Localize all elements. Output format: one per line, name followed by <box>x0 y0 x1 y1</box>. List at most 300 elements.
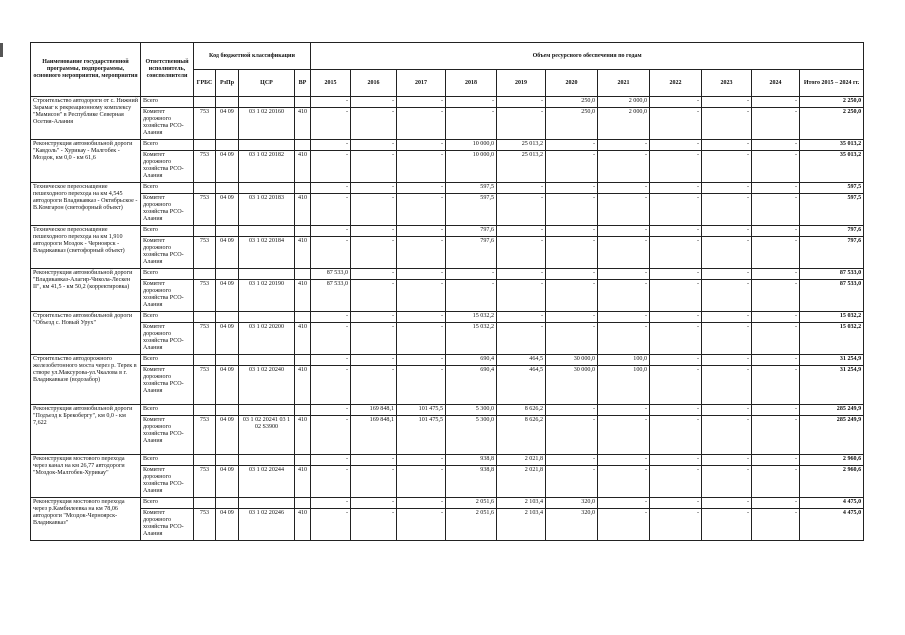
year-value: - <box>702 194 752 226</box>
year-value: - <box>546 466 598 498</box>
empty-cell <box>194 405 216 416</box>
year-value: - <box>351 108 397 140</box>
year-value: - <box>702 108 752 140</box>
empty-cell <box>239 140 295 151</box>
year-value: - <box>546 151 598 183</box>
table-row <box>31 405 864 416</box>
row-total: 31 254,9 <box>800 366 864 405</box>
year-value: - <box>702 405 752 416</box>
year-value: - <box>650 405 702 416</box>
year-value: 10 000,0 <box>446 151 497 183</box>
csr-code: 03 1 02 20240 <box>239 366 295 405</box>
year-value: 2 000,0 <box>598 108 650 140</box>
total-label: Всего <box>141 498 194 509</box>
year-value: - <box>397 509 446 541</box>
year-value: - <box>752 355 800 366</box>
year-value: 101 475,5 <box>397 405 446 416</box>
rzpr-code: 04 09 <box>216 151 239 183</box>
year-value: - <box>598 455 650 466</box>
year-value: 250,0 <box>546 97 598 108</box>
responsible-executor: Комитет дорожного хозяйства РСО-Алания <box>141 366 194 405</box>
year-value: - <box>497 226 546 237</box>
year-value: - <box>752 312 800 323</box>
measure-name: Реконструкция мостового перехода через р.Камбилеевка на км 78,06 автодороги "Моздок-Черноярск-Владикавказ" <box>31 498 141 541</box>
empty-cell <box>194 455 216 466</box>
vr-code: 410 <box>295 237 311 269</box>
year-value: - <box>752 466 800 498</box>
year-value: 8 626,2 <box>497 416 546 455</box>
responsible-executor: Комитет дорожного хозяйства РСО-Алания <box>141 194 194 226</box>
rzpr-code: 04 09 <box>216 323 239 355</box>
year-value: - <box>702 416 752 455</box>
vr-code: 410 <box>295 280 311 312</box>
empty-cell <box>216 498 239 509</box>
year-value: - <box>702 151 752 183</box>
csr-code: 03 1 02 20184 <box>239 237 295 269</box>
grbs-code: 753 <box>194 366 216 405</box>
responsible-executor: Комитет дорожного хозяйства РСО-Алания <box>141 416 194 455</box>
year-value: - <box>397 237 446 269</box>
measure-name: Строительство автомобильной дороги "Объезд с. Новый Урух" <box>31 312 141 355</box>
year-value: - <box>311 151 351 183</box>
year-value: - <box>702 183 752 194</box>
vr-code: 410 <box>295 323 311 355</box>
year-value: - <box>497 312 546 323</box>
year-value: - <box>546 323 598 355</box>
row-total: 2 250,0 <box>800 108 864 140</box>
empty-cell <box>216 355 239 366</box>
year-value: 100,0 <box>598 366 650 405</box>
header-year: 2015 <box>311 70 351 97</box>
table-row <box>31 183 864 194</box>
total-label: Всего <box>141 140 194 151</box>
year-value: 30 000,0 <box>546 355 598 366</box>
row-total: 4 475,0 <box>800 498 864 509</box>
year-value: - <box>546 269 598 280</box>
year-value: - <box>752 366 800 405</box>
table-row <box>31 509 864 541</box>
year-value: - <box>546 226 598 237</box>
year-value: - <box>650 226 702 237</box>
empty-cell <box>239 183 295 194</box>
table-row <box>31 416 864 455</box>
header-rzpr: РзПр <box>216 70 239 97</box>
responsible-executor: Комитет дорожного хозяйства РСО-Алания <box>141 280 194 312</box>
year-value: - <box>702 237 752 269</box>
year-value: 250,0 <box>546 108 598 140</box>
year-value: - <box>497 108 546 140</box>
year-value: - <box>497 194 546 226</box>
year-value: - <box>351 455 397 466</box>
year-value: 2 021,8 <box>497 466 546 498</box>
header-responsible: Ответственный исполнитель, соисполнители <box>141 43 194 97</box>
year-value: 2 103,4 <box>497 509 546 541</box>
year-value: - <box>351 366 397 405</box>
year-value: - <box>598 226 650 237</box>
year-value: - <box>397 355 446 366</box>
csr-code: 03 1 02 20183 <box>239 194 295 226</box>
year-value: - <box>351 355 397 366</box>
year-value: - <box>311 183 351 194</box>
total-label: Всего <box>141 226 194 237</box>
empty-cell <box>295 183 311 194</box>
year-value: 169 848,1 <box>351 416 397 455</box>
year-value: 100,0 <box>598 355 650 366</box>
empty-cell <box>239 405 295 416</box>
grbs-code: 753 <box>194 237 216 269</box>
year-value: 464,5 <box>497 366 546 405</box>
year-value: - <box>650 280 702 312</box>
year-value: - <box>598 237 650 269</box>
year-value: - <box>752 280 800 312</box>
rzpr-code: 04 09 <box>216 509 239 541</box>
year-value: - <box>351 466 397 498</box>
table-row <box>31 366 864 405</box>
table-row <box>31 455 864 466</box>
year-value: 87 533,0 <box>311 269 351 280</box>
year-value: - <box>311 355 351 366</box>
year-value: - <box>752 405 800 416</box>
page-edge-mark <box>0 43 3 57</box>
year-value: - <box>351 226 397 237</box>
year-value: - <box>446 108 497 140</box>
year-value: - <box>397 97 446 108</box>
header-year: 2019 <box>497 70 546 97</box>
year-value: - <box>546 140 598 151</box>
responsible-executor: Комитет дорожного хозяйства РСО-Алания <box>141 509 194 541</box>
year-value: - <box>598 498 650 509</box>
year-value: - <box>351 237 397 269</box>
year-value: - <box>702 280 752 312</box>
year-value: - <box>598 183 650 194</box>
row-total: 285 249,9 <box>800 405 864 416</box>
empty-cell <box>239 226 295 237</box>
year-value: - <box>397 108 446 140</box>
year-value: 101 475,5 <box>397 416 446 455</box>
row-total: 15 032,2 <box>800 312 864 323</box>
year-value: 320,0 <box>546 498 598 509</box>
year-value: - <box>397 323 446 355</box>
year-value: - <box>752 416 800 455</box>
grbs-code: 753 <box>194 280 216 312</box>
year-value: - <box>397 183 446 194</box>
year-value: - <box>351 498 397 509</box>
year-value: - <box>702 466 752 498</box>
year-value: - <box>311 97 351 108</box>
header-year: 2018 <box>446 70 497 97</box>
responsible-executor: Комитет дорожного хозяйства РСО-Алания <box>141 237 194 269</box>
table-row <box>31 97 864 108</box>
year-value: 464,5 <box>497 355 546 366</box>
year-value: - <box>397 269 446 280</box>
year-value: - <box>497 323 546 355</box>
year-value: - <box>702 355 752 366</box>
year-value: - <box>650 466 702 498</box>
year-value: 797,6 <box>446 226 497 237</box>
vr-code: 410 <box>295 509 311 541</box>
year-value: - <box>397 455 446 466</box>
row-total: 597,5 <box>800 183 864 194</box>
row-total: 2 960,6 <box>800 466 864 498</box>
year-value: - <box>752 140 800 151</box>
year-value: - <box>397 280 446 312</box>
vr-code: 410 <box>295 466 311 498</box>
grbs-code: 753 <box>194 323 216 355</box>
year-value: - <box>311 140 351 151</box>
year-value: 30 000,0 <box>546 366 598 405</box>
year-value: - <box>650 183 702 194</box>
year-value: - <box>546 416 598 455</box>
rzpr-code: 04 09 <box>216 416 239 455</box>
year-value: - <box>752 108 800 140</box>
year-value: - <box>650 323 702 355</box>
year-value: - <box>397 466 446 498</box>
year-value: - <box>446 97 497 108</box>
year-value: - <box>497 280 546 312</box>
measure-name: Реконструкция автомобильной дороги "Подъезд к Брекобергу", км 0,0 - км 7,622 <box>31 405 141 455</box>
measure-name: Реконструкция автомобильной дороги "Владикавказ-Алагир-Чикола-Лескен II", км 41,5 - км 50,2 (корректировка) <box>31 269 141 312</box>
table-row <box>31 140 864 151</box>
year-value: - <box>311 312 351 323</box>
year-value: - <box>650 455 702 466</box>
year-value: - <box>702 366 752 405</box>
grbs-code: 753 <box>194 416 216 455</box>
measure-name: Реконструкция мостового перехода через канал на км 26,77 автодороги "Моздок-Малгобек-Хурикау" <box>31 455 141 498</box>
year-value: - <box>650 509 702 541</box>
year-value: 15 032,2 <box>446 312 497 323</box>
year-value: 938,8 <box>446 466 497 498</box>
year-value: - <box>598 416 650 455</box>
empty-cell <box>239 97 295 108</box>
empty-cell <box>239 455 295 466</box>
total-label: Всего <box>141 183 194 194</box>
row-total: 797,6 <box>800 226 864 237</box>
empty-cell <box>239 355 295 366</box>
year-value: - <box>650 140 702 151</box>
resource-table <box>30 42 864 541</box>
year-value: - <box>351 183 397 194</box>
year-value: - <box>650 312 702 323</box>
year-value: - <box>752 183 800 194</box>
year-value: - <box>351 509 397 541</box>
year-value: 8 626,2 <box>497 405 546 416</box>
grbs-code: 753 <box>194 466 216 498</box>
year-value: - <box>650 97 702 108</box>
year-value: - <box>397 194 446 226</box>
year-value: - <box>650 416 702 455</box>
year-value: - <box>702 97 752 108</box>
rzpr-code: 04 09 <box>216 237 239 269</box>
year-value: 690,4 <box>446 355 497 366</box>
total-label: Всего <box>141 97 194 108</box>
year-value: - <box>650 237 702 269</box>
table-row <box>31 194 864 226</box>
empty-cell <box>216 269 239 280</box>
year-value: - <box>702 323 752 355</box>
responsible-executor: Комитет дорожного хозяйства РСО-Алания <box>141 466 194 498</box>
year-value: - <box>546 237 598 269</box>
empty-cell <box>194 226 216 237</box>
empty-cell <box>216 226 239 237</box>
vr-code: 410 <box>295 416 311 455</box>
table-row <box>31 280 864 312</box>
year-value: - <box>497 183 546 194</box>
year-value: - <box>752 269 800 280</box>
empty-cell <box>295 140 311 151</box>
total-label: Всего <box>141 455 194 466</box>
year-value: 169 848,1 <box>351 405 397 416</box>
year-value: - <box>397 498 446 509</box>
measure-name: Строительство автодорожного железобетонного моста через р. Терек в створе ул.Максурова-ул.Чкалова в г. Владикавказе (водозабор) <box>31 355 141 405</box>
year-value: - <box>650 194 702 226</box>
header-volume: Объем ресурсного обеспечения по годам <box>311 43 864 70</box>
grbs-code: 753 <box>194 151 216 183</box>
year-value: - <box>311 416 351 455</box>
header-vr: ВР <box>295 70 311 97</box>
grbs-code: 753 <box>194 194 216 226</box>
year-value: 938,8 <box>446 455 497 466</box>
year-value: 5 300,0 <box>446 405 497 416</box>
year-value: - <box>311 194 351 226</box>
vr-code: 410 <box>295 366 311 405</box>
year-value: - <box>598 269 650 280</box>
rzpr-code: 04 09 <box>216 194 239 226</box>
total-label: Всего <box>141 312 194 323</box>
empty-cell <box>194 183 216 194</box>
year-value: - <box>752 97 800 108</box>
header-year: 2016 <box>351 70 397 97</box>
csr-code: 03 1 02 20182 <box>239 151 295 183</box>
total-label: Всего <box>141 405 194 416</box>
year-value: - <box>351 140 397 151</box>
header-total: Итого 2015 – 2024 гг. <box>800 70 864 97</box>
year-value: - <box>546 280 598 312</box>
row-total: 35 013,2 <box>800 151 864 183</box>
row-total: 285 249,9 <box>800 416 864 455</box>
year-value: - <box>650 151 702 183</box>
row-total: 87 533,0 <box>800 280 864 312</box>
row-total: 2 960,6 <box>800 455 864 466</box>
year-value: - <box>650 269 702 280</box>
year-value: - <box>546 405 598 416</box>
year-value: - <box>752 455 800 466</box>
empty-cell <box>194 140 216 151</box>
responsible-executor: Комитет дорожного хозяйства РСО-Алания <box>141 323 194 355</box>
csr-code: 03 1 02 20200 <box>239 323 295 355</box>
year-value: - <box>311 323 351 355</box>
year-value: 5 300,0 <box>446 416 497 455</box>
year-value: - <box>650 355 702 366</box>
table-row <box>31 226 864 237</box>
row-total: 4 475,0 <box>800 509 864 541</box>
table-row <box>31 312 864 323</box>
year-value: - <box>311 509 351 541</box>
table-row <box>31 108 864 140</box>
measure-name: Техническое переоснащение пешеходного перехода на км 4,545 автодороги Владикавказ - Октябрьское - В.Комгарон (светофорный объект) <box>31 183 141 226</box>
empty-cell <box>295 226 311 237</box>
grbs-code: 753 <box>194 509 216 541</box>
year-value: - <box>311 226 351 237</box>
row-total: 2 250,0 <box>800 97 864 108</box>
empty-cell <box>295 355 311 366</box>
year-value: 2 103,4 <box>497 498 546 509</box>
empty-cell <box>295 405 311 416</box>
year-value: 690,4 <box>446 366 497 405</box>
year-value: - <box>351 97 397 108</box>
csr-code: 03 1 02 20160 <box>239 108 295 140</box>
empty-cell <box>194 312 216 323</box>
year-value: - <box>598 509 650 541</box>
year-value: - <box>397 151 446 183</box>
header-csr: ЦСР <box>239 70 295 97</box>
year-value: - <box>702 140 752 151</box>
year-value: - <box>311 366 351 405</box>
year-value: 25 013,2 <box>497 151 546 183</box>
year-value: - <box>598 312 650 323</box>
year-value: - <box>497 97 546 108</box>
year-value: - <box>546 194 598 226</box>
year-value: - <box>598 280 650 312</box>
year-value: - <box>311 108 351 140</box>
year-value: - <box>752 194 800 226</box>
year-value: - <box>702 226 752 237</box>
empty-cell <box>216 455 239 466</box>
rzpr-code: 04 09 <box>216 366 239 405</box>
year-value: - <box>311 405 351 416</box>
rzpr-code: 04 09 <box>216 466 239 498</box>
empty-cell <box>194 269 216 280</box>
vr-code: 410 <box>295 151 311 183</box>
empty-cell <box>295 312 311 323</box>
table-row <box>31 237 864 269</box>
year-value: - <box>351 269 397 280</box>
year-value: 87 533,0 <box>311 280 351 312</box>
year-value: - <box>752 237 800 269</box>
empty-cell <box>239 498 295 509</box>
year-value: - <box>397 366 446 405</box>
responsible-executor: Комитет дорожного хозяйства РСО-Алания <box>141 151 194 183</box>
year-value: - <box>650 366 702 405</box>
year-value: - <box>752 323 800 355</box>
year-value: 15 032,2 <box>446 323 497 355</box>
year-value: - <box>546 455 598 466</box>
year-value: - <box>702 312 752 323</box>
year-value: - <box>650 498 702 509</box>
year-value: - <box>311 466 351 498</box>
csr-code: 03 1 02 20190 <box>239 280 295 312</box>
row-total: 35 013,2 <box>800 140 864 151</box>
year-value: 10 000,0 <box>446 140 497 151</box>
header-grbs: ГРБС <box>194 70 216 97</box>
year-value: - <box>497 269 546 280</box>
year-value: - <box>311 498 351 509</box>
rzpr-code: 04 09 <box>216 108 239 140</box>
year-value: - <box>351 312 397 323</box>
year-value: 597,5 <box>446 194 497 226</box>
year-value: - <box>311 237 351 269</box>
year-value: - <box>598 151 650 183</box>
empty-cell <box>295 498 311 509</box>
year-value: - <box>497 237 546 269</box>
year-value: 320,0 <box>546 509 598 541</box>
year-value: - <box>446 269 497 280</box>
empty-cell <box>295 97 311 108</box>
year-value: - <box>702 498 752 509</box>
empty-cell <box>194 97 216 108</box>
year-value: - <box>397 140 446 151</box>
year-value: 2 051,6 <box>446 498 497 509</box>
empty-cell <box>216 97 239 108</box>
